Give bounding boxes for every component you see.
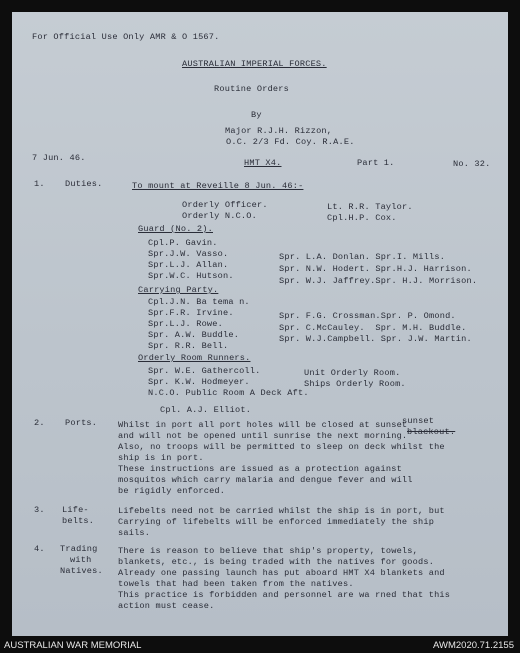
carrying-party-heading: Carrying Party. [138,285,219,295]
runner-post: Unit Orderly Room. [304,368,401,378]
carrying-entry: Cpl.J.N. Ba tema n. [148,297,250,307]
guard-entry: Cpl.P. Gavin. [148,238,218,248]
order-date: 7 Jun. 46. [32,153,86,163]
section-heading: Natives. [60,566,103,576]
guard-heading: Guard (No. 2). [138,224,213,234]
section-heading: with [70,555,92,565]
document-title: Routine Orders [214,84,289,94]
guard-entry: Spr.L.J. Allan. [148,260,229,270]
lifebelts-text: Carrying of lifebelts will be enforced immediately the ship [118,517,435,527]
carrying-entry: Spr. F.G. Crossman.Spr. P. Omond. [279,311,456,321]
force-title: AUSTRALIAN IMPERIAL FORCES. [182,59,327,69]
ports-text: and will not be opened until sunrise the next morning. [118,431,408,441]
public-room-name: Cpl. A.J. Elliot. [160,405,252,415]
ports-text: be rigidly enforced. [118,486,226,496]
guard-entry: Spr.J.W. Vasso. [148,249,229,259]
archive-name: AUSTRALIAN WAR MEMORIAL [4,640,142,651]
section-number: 1. [34,179,45,189]
carrying-entry: Spr. R.R. Bell. [148,341,229,351]
guard-entry: Spr. L.A. Donlan. Spr.I. Mills. [279,252,446,262]
guard-entry: Spr.W.C. Hutson. [148,271,234,281]
guard-entry: Spr. N.W. Hodert. Spr.H.J. Harrison. [279,264,472,274]
section-number: 2. [34,418,45,428]
guard-entry: Spr. W.J. Jaffrey.Spr. H.J. Morrison. [279,276,478,286]
trading-text: This practice is forbidden and personnel are wa rned that this [118,590,451,600]
section-number: 4. [34,544,45,554]
orderly-nco-name: Cpl.H.P. Cox. [327,213,397,223]
trading-text: towels that had been taken from the natives. [118,579,354,589]
unit-line: O.C. 2/3 Fd. Coy. R.A.E. [226,137,355,147]
by-line: By [251,110,262,120]
archive-footer [0,638,520,653]
section-heading: Duties. [65,179,103,189]
trading-text: Already one passing launch has put aboard HMT X4 blankets and [118,568,445,578]
lifebelts-text: Lifebelts need not be carried whilst the ship is in port, but [118,506,445,516]
public-room-line: N.C.O. Public Room A Deck Aft. [148,388,309,398]
carrying-entry: Spr. A.W. Buddle. [148,330,240,340]
trading-text: There is reason to believe that ship's property, towels, [118,546,418,556]
runner-name: Spr. W.E. Gathercoll. [148,366,261,376]
orderly-nco-role: Orderly N.C.O. [182,211,257,221]
carrying-entry: Spr.L.J. Rowe. [148,319,223,329]
accession-number: AWM2020.71.2155 [433,640,514,651]
officer-line: Major R.J.H. Rizzon, [225,126,333,136]
struck-word: blackout. [407,427,456,437]
trading-text: blankets, etc., is being traded with the natives for goods. [118,557,435,567]
ship-name: HMT X4. [244,158,282,168]
orderly-officer-name: Lt. R.R. Taylor. [327,202,413,212]
carrying-entry: Spr.F.R. Irvine. [148,308,234,318]
mount-line: To mount at Reveille 8 Jun. 46:- [132,181,304,191]
runner-name: Spr. K.W. Hodmeyer. [148,377,250,387]
carrying-entry: Spr. C.McCauley. Spr. M.H. Buddle. [279,323,467,333]
official-use-line: For Official Use Only AMR & O 1567. [32,32,220,42]
carrying-entry: Spr. W.J.Campbell. Spr. J.W. Martin. [279,334,472,344]
order-number: No. 32. [453,159,491,169]
section-heading: Ports. [65,418,98,428]
handwritten-correction: sunset [402,416,435,426]
section-heading: Life- [62,505,89,515]
ports-text: ship is in port. [118,453,204,463]
part-label: Part 1. [357,158,395,168]
section-heading: belts. [62,516,95,526]
ports-text: mosquitos which carry malaria and dengue fever and will [118,475,413,485]
trading-text: action must cease. [118,601,215,611]
section-heading: Trading [60,544,98,554]
lifebelts-text: sails. [118,528,151,538]
ports-text: Whilst in port all port holes will be closed at sunset [118,420,408,430]
document-page [12,12,508,636]
runners-heading: Orderly Room Runners. [138,353,251,363]
runner-post: Ships Orderly Room. [304,379,406,389]
section-number: 3. [34,505,45,515]
ports-text: Also, no troops will be permitted to sleep on deck whilst the [118,442,445,452]
orderly-officer-role: Orderly Officer. [182,200,268,210]
ports-text: These instructions are issued as a protection against [118,464,402,474]
